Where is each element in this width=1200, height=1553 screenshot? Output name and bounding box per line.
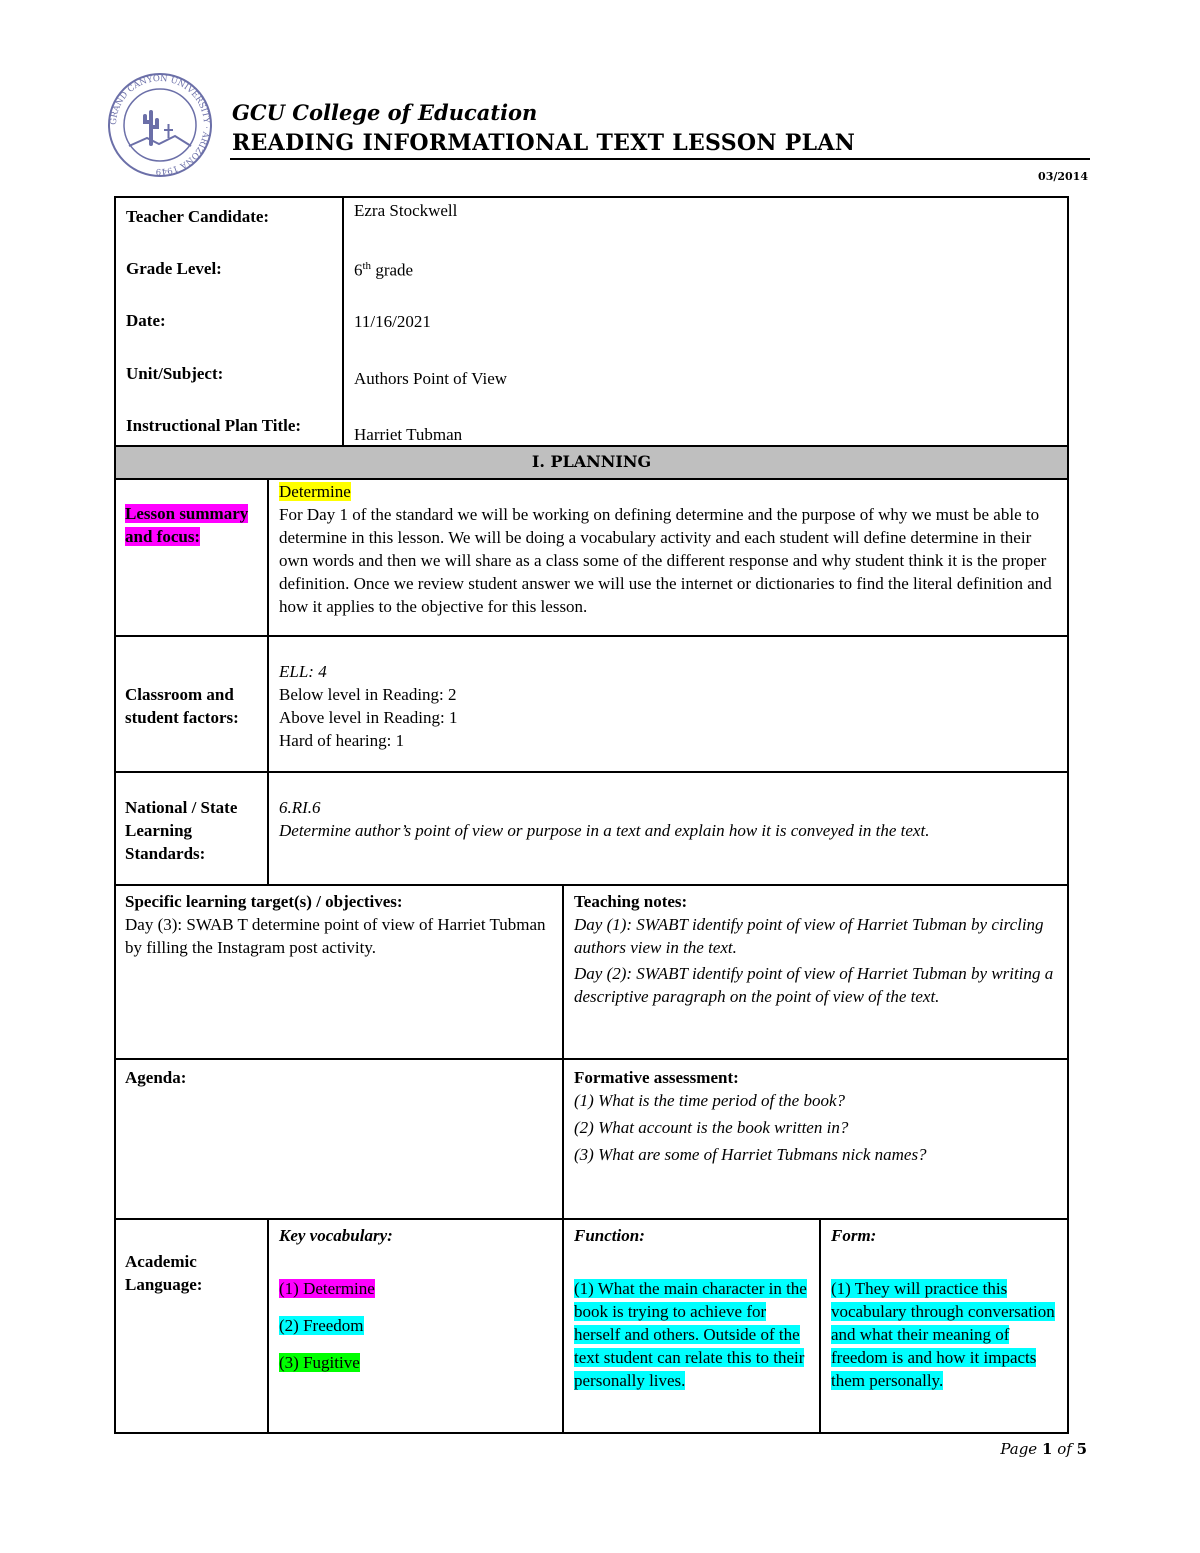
- vocab-item: (2) Freedom: [279, 1316, 364, 1335]
- college-name: GCU College of Education: [232, 100, 538, 125]
- factor-item: Hard of hearing: 1: [279, 731, 405, 750]
- formative-assessment-cell: [574, 1066, 1059, 1166]
- teaching-note: Day (2): SWABT identify point of view of Harriet Tubman by writing a descriptive paragraph on the point of view of the text.: [574, 964, 1054, 1006]
- factor-item: Above level in Reading: 1: [279, 708, 458, 727]
- key-vocabulary-label: Key vocabulary:: [279, 1226, 393, 1245]
- summary-keyword: Determine: [279, 482, 351, 501]
- teacher-candidate-value: Ezra Stockwell: [354, 201, 458, 220]
- learning-standards-content: [279, 796, 1059, 842]
- function-label: Function:: [574, 1226, 645, 1245]
- unit-subject-value: Authors Point of View: [354, 369, 508, 388]
- standard-code: 6.RI.6: [279, 798, 321, 817]
- factor-item: ELL: 4: [279, 662, 327, 681]
- svg-text:GRAND CANYON UNIVERSITY · ARIZ: GRAND CANYON UNIVERSITY · ARIZONA 1949: [108, 73, 212, 177]
- factor-item: Below level in Reading: 2: [279, 685, 457, 704]
- date-label: Date:: [126, 311, 166, 330]
- objectives-cell: [125, 890, 555, 959]
- date-value: 11/16/2021: [354, 312, 431, 331]
- formative-assessment-label: Formative assessment:: [574, 1068, 739, 1087]
- instructional-plan-title-label: Instructional Plan Title:: [126, 416, 302, 435]
- classroom-factors-label: Classroom and student factors:: [125, 685, 239, 727]
- vocab-item: (3) Fugitive: [279, 1353, 360, 1372]
- lesson-summary-content: [279, 480, 1059, 618]
- formative-question: (2) What account is the book written in?: [574, 1118, 849, 1137]
- function-text: (1) What the main character in the book is trying to achieve for herself and others. Outside of the text student can relate this to their personally lives.: [574, 1279, 807, 1390]
- title-divider: [230, 158, 1090, 160]
- objectives-text: Day (3): SWAB T determine point of view of Harriet Tubman by filling the Instagram post activity.: [125, 915, 546, 957]
- teaching-notes-label: Teaching notes:: [574, 892, 688, 911]
- page-number: Page 1 of 5: [1000, 1440, 1087, 1458]
- formative-question: (3) What are some of Harriet Tubmans nick names?: [574, 1145, 927, 1164]
- planning-section-heading: I. PLANNING: [531, 452, 652, 471]
- document-version-date: 03/2014: [1038, 170, 1088, 183]
- grade-level-label: Grade Level:: [126, 259, 222, 278]
- teaching-notes-cell: [574, 890, 1059, 1008]
- teacher-candidate-label: Teacher Candidate:: [126, 207, 270, 226]
- form-label: Form:: [831, 1226, 877, 1245]
- classroom-factors-list: [279, 660, 1059, 752]
- university-seal-logo: [107, 72, 213, 178]
- teaching-note: Day (1): SWABT identify point of view of Harriet Tubman by circling authors view in the text.: [574, 915, 1044, 957]
- lesson-summary-label: Lesson summary and focus:: [125, 504, 249, 546]
- academic-language-label: Academic Language:: [125, 1252, 203, 1294]
- document-title: READING INFORMATIONAL TEXT LESSON PLAN: [232, 130, 856, 156]
- instructional-plan-title-value: Harriet Tubman: [354, 425, 463, 444]
- unit-subject-label: Unit/Subject:: [126, 364, 224, 383]
- summary-text: For Day 1 of the standard we will be working on defining determine and the purpose of why we must be able to determine in this lesson. We will be doing a vocabulary activity and each student will define determine in their own words and then we will share as a class some of the different response and why student think it is the proper definition. Once we review student answer we will use the internet or dictionaries to find the literal definition and how it applies to the objective for this lesson.: [279, 505, 1052, 616]
- formative-question: (1) What is the time period of the book?: [574, 1091, 846, 1110]
- learning-standards-label: National / State Learning Standards:: [125, 798, 238, 863]
- vocab-item: (1) Determine: [279, 1279, 375, 1298]
- standard-text: Determine author’s point of view or purpose in a text and explain how it is conveyed in the text.: [279, 821, 930, 840]
- agenda-label: Agenda:: [125, 1068, 187, 1087]
- grade-level-value: 6th grade: [354, 260, 414, 280]
- key-vocabulary-cell: [279, 1224, 554, 1374]
- objectives-label: Specific learning target(s) / objectives:: [125, 892, 403, 911]
- form-cell: [831, 1224, 1059, 1392]
- form-text: (1) They will practice this vocabulary through conversation and what their meaning of freedom is and how it impacts them personally.: [831, 1279, 1055, 1390]
- function-cell: [574, 1224, 814, 1392]
